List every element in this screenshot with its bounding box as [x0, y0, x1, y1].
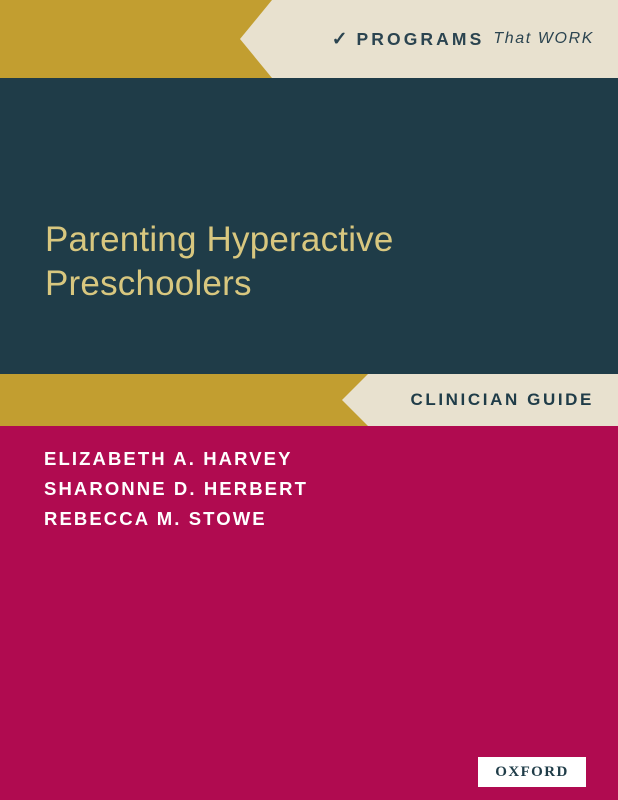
checkmark-icon: ✓	[331, 28, 348, 50]
series-label-secondary: That WORK	[493, 30, 594, 47]
guide-gold-band	[0, 374, 618, 426]
author-name: SHARONNE D. HERBERT	[44, 478, 308, 500]
book-title: Parenting Hyperactive Preschoolers	[45, 220, 394, 304]
top-gold-band	[0, 0, 618, 78]
publisher-name: OXFORD	[495, 763, 569, 780]
author-name: REBECCA M. STOWE	[44, 508, 267, 530]
author-list	[44, 444, 584, 534]
series-badge	[272, 0, 618, 78]
series-label-primary: PROGRAMS	[356, 28, 485, 49]
author-panel	[0, 426, 618, 800]
guide-label: CLINICIAN GUIDE	[410, 390, 594, 409]
title-panel	[0, 78, 618, 374]
guide-badge	[368, 374, 618, 426]
publisher-logo	[478, 757, 586, 787]
author-name: ELIZABETH A. HARVEY	[44, 448, 293, 469]
